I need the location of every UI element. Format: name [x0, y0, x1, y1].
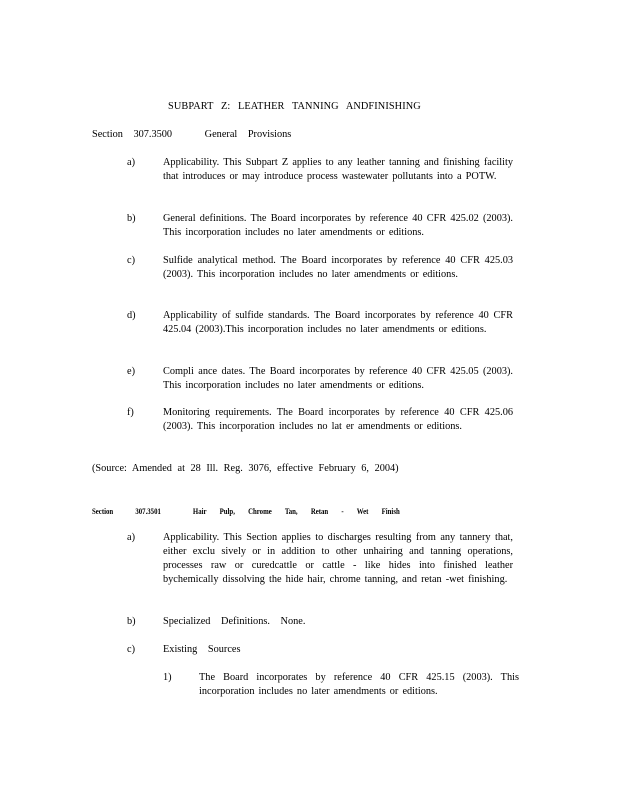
- subitem-text: The Board incorporates by reference 40 CFR 425.15 (2003). This incorporation includes no later amendments or editions.: [199, 672, 519, 697]
- item-label: b): [127, 616, 136, 627]
- item-text: Applicability of sulfide standards. The Board incorporates by reference 40 CFR 425.04 (2003).This incorporation includes no later amendments or editions.: [163, 310, 513, 335]
- item-text: Specialized Definitions. None.: [163, 616, 306, 627]
- section-heading-2: [92, 505, 400, 519]
- section-label: Section: [92, 507, 114, 516]
- item-label: b): [127, 213, 136, 224]
- section-heading: [92, 128, 291, 142]
- section-label: Section: [92, 129, 123, 140]
- item-text: General definitions. The Board incorporates by reference 40 CFR 425.02 (2003). This incorporation includes no later amendments or editions.: [163, 213, 513, 238]
- item-text: Sulfide analytical method. The Board incorporates by reference 40 CFR 425.03 (2003). This incorporation includes no later amendments or editions.: [163, 255, 513, 280]
- item-label: f): [127, 407, 134, 418]
- source-note: (Source: Amended at 28 Ill. Reg. 3076, effective February 6, 2004): [92, 463, 399, 474]
- subitem-label: 1): [163, 672, 172, 683]
- section-title: Hair Pulp, Chrome Tan, Retan - Wet Finish: [192, 507, 400, 516]
- item-text: Existing Sources: [163, 644, 241, 655]
- section-number: 307.3500: [133, 129, 173, 140]
- item-text: Applicability. This Section applies to discharges resulting from any tannery that, either exclu sively or in addition to other unhairing and tanning operations, processes raw or curedcattle or cattle - like hides into finished leather bychemically dissolving the hide hair, chrome tanning, and retan -wet finishing.: [163, 532, 513, 585]
- item-label: c): [127, 644, 135, 655]
- item-label: a): [127, 157, 135, 168]
- item-label: e): [127, 366, 135, 377]
- item-text: Applicability. This Subpart Z applies to any leather tanning and finishing facility that introduces or may introduce process wastewater pollutants into a POTW.: [163, 157, 513, 182]
- item-text: Compli ance dates. The Board incorporates by reference 40 CFR 425.05 (2003). This incorporation includes no later amendments or editions.: [163, 366, 513, 391]
- page-title: SUBPART Z: LEATHER TANNING ANDFINISHING: [168, 101, 421, 112]
- item-text: Monitoring requirements. The Board incorporates by reference 40 CFR 425.06 (2003). This incorporation includes no lat er amendments or editions.: [163, 407, 513, 432]
- section-title: General Provisions: [204, 129, 292, 140]
- item-label: c): [127, 255, 135, 266]
- item-label: a): [127, 532, 135, 543]
- item-label: d): [127, 310, 136, 321]
- section-number: 307.3501: [135, 507, 161, 516]
